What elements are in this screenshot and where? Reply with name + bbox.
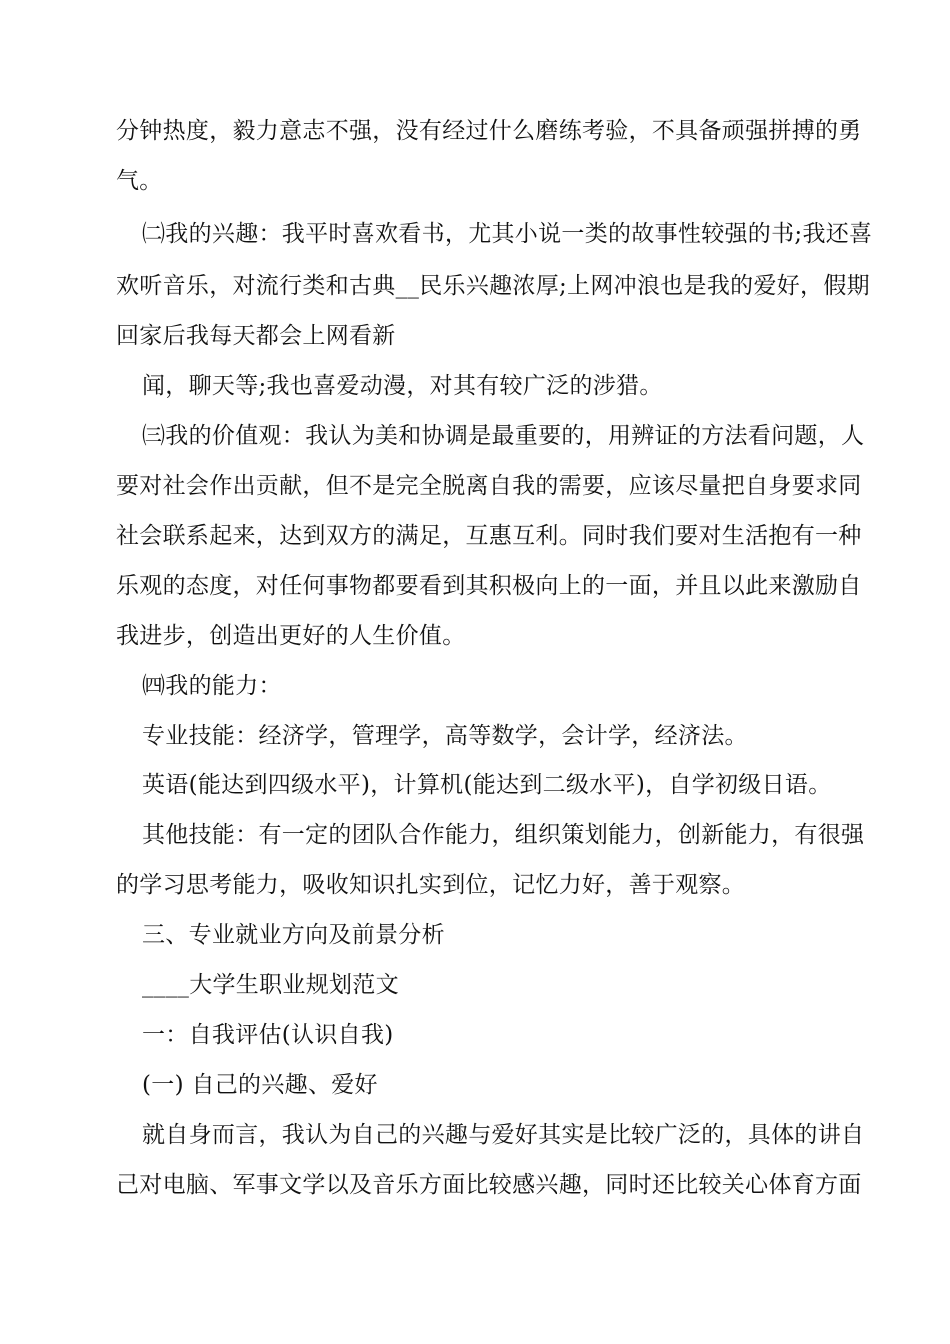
text-line: ㈡我的兴趣：我平时喜欢看书，尤其小说一类的故事性较强的书;我还喜 [142, 221, 873, 247]
text-line: 专业技能：经济学，管理学，高等数学，会计学，经济法。 [142, 723, 748, 749]
text-line: 其他技能：有一定的团队合作能力，组织策划能力，创新能力，有很强 [142, 822, 865, 848]
text-line: 社会联系起来，达到双方的满足，互惠互利。同时我们要对生活抱有一种 [116, 523, 862, 549]
text-line: 回家后我每天都会上网看新 [116, 323, 396, 349]
text-line: 我进步，创造出更好的人生价值。 [116, 623, 466, 649]
document-title: ____大学生职业规划范文 [142, 972, 399, 998]
text-line: 就自身而言，我认为自己的兴趣与爱好其实是比较广泛的，具体的讲自 [142, 1122, 865, 1148]
text-line: ㈣我的能力： [142, 673, 282, 699]
text-line: 气。 [116, 168, 163, 194]
subsection-heading: (一) 自己的兴趣、爱好 [142, 1072, 378, 1098]
text-line: 英语(能达到四级水平)，计算机(能达到二级水平)，自学初级日语。 [142, 772, 832, 798]
text-line: 分钟热度，毅力意志不强，没有经过什么磨练考验，不具备顽强拼搏的勇 [116, 118, 862, 144]
section-heading: 三、专业就业方向及前景分析 [142, 922, 445, 948]
text-line: ㈢我的价值观：我认为美和协调是最重要的，用辨证的方法看问题，人 [142, 423, 865, 449]
text-line: 乐观的态度，对任何事物都要看到其积极向上的一面，并且以此来激励自 [116, 573, 862, 599]
text-line: 要对社会作出贡献，但不是完全脱离自我的需要，应该尽量把自身要求同 [116, 473, 862, 499]
section-heading: 一：自我评估(认识自我) [142, 1022, 394, 1048]
text-line: 的学习思考能力，吸收知识扎实到位，记忆力好，善于观察。 [116, 872, 746, 898]
text-line: 己对电脑、军事文学以及音乐方面比较感兴趣，同时还比较关心体育方面 [116, 1172, 862, 1198]
text-line: 欢听音乐，对流行类和古典__民乐兴趣浓厚;上网冲浪也是我的爱好，假期 [116, 273, 870, 299]
text-line: 闻，聊天等;我也喜爱动漫，对其有较广泛的涉猎。 [142, 373, 663, 399]
